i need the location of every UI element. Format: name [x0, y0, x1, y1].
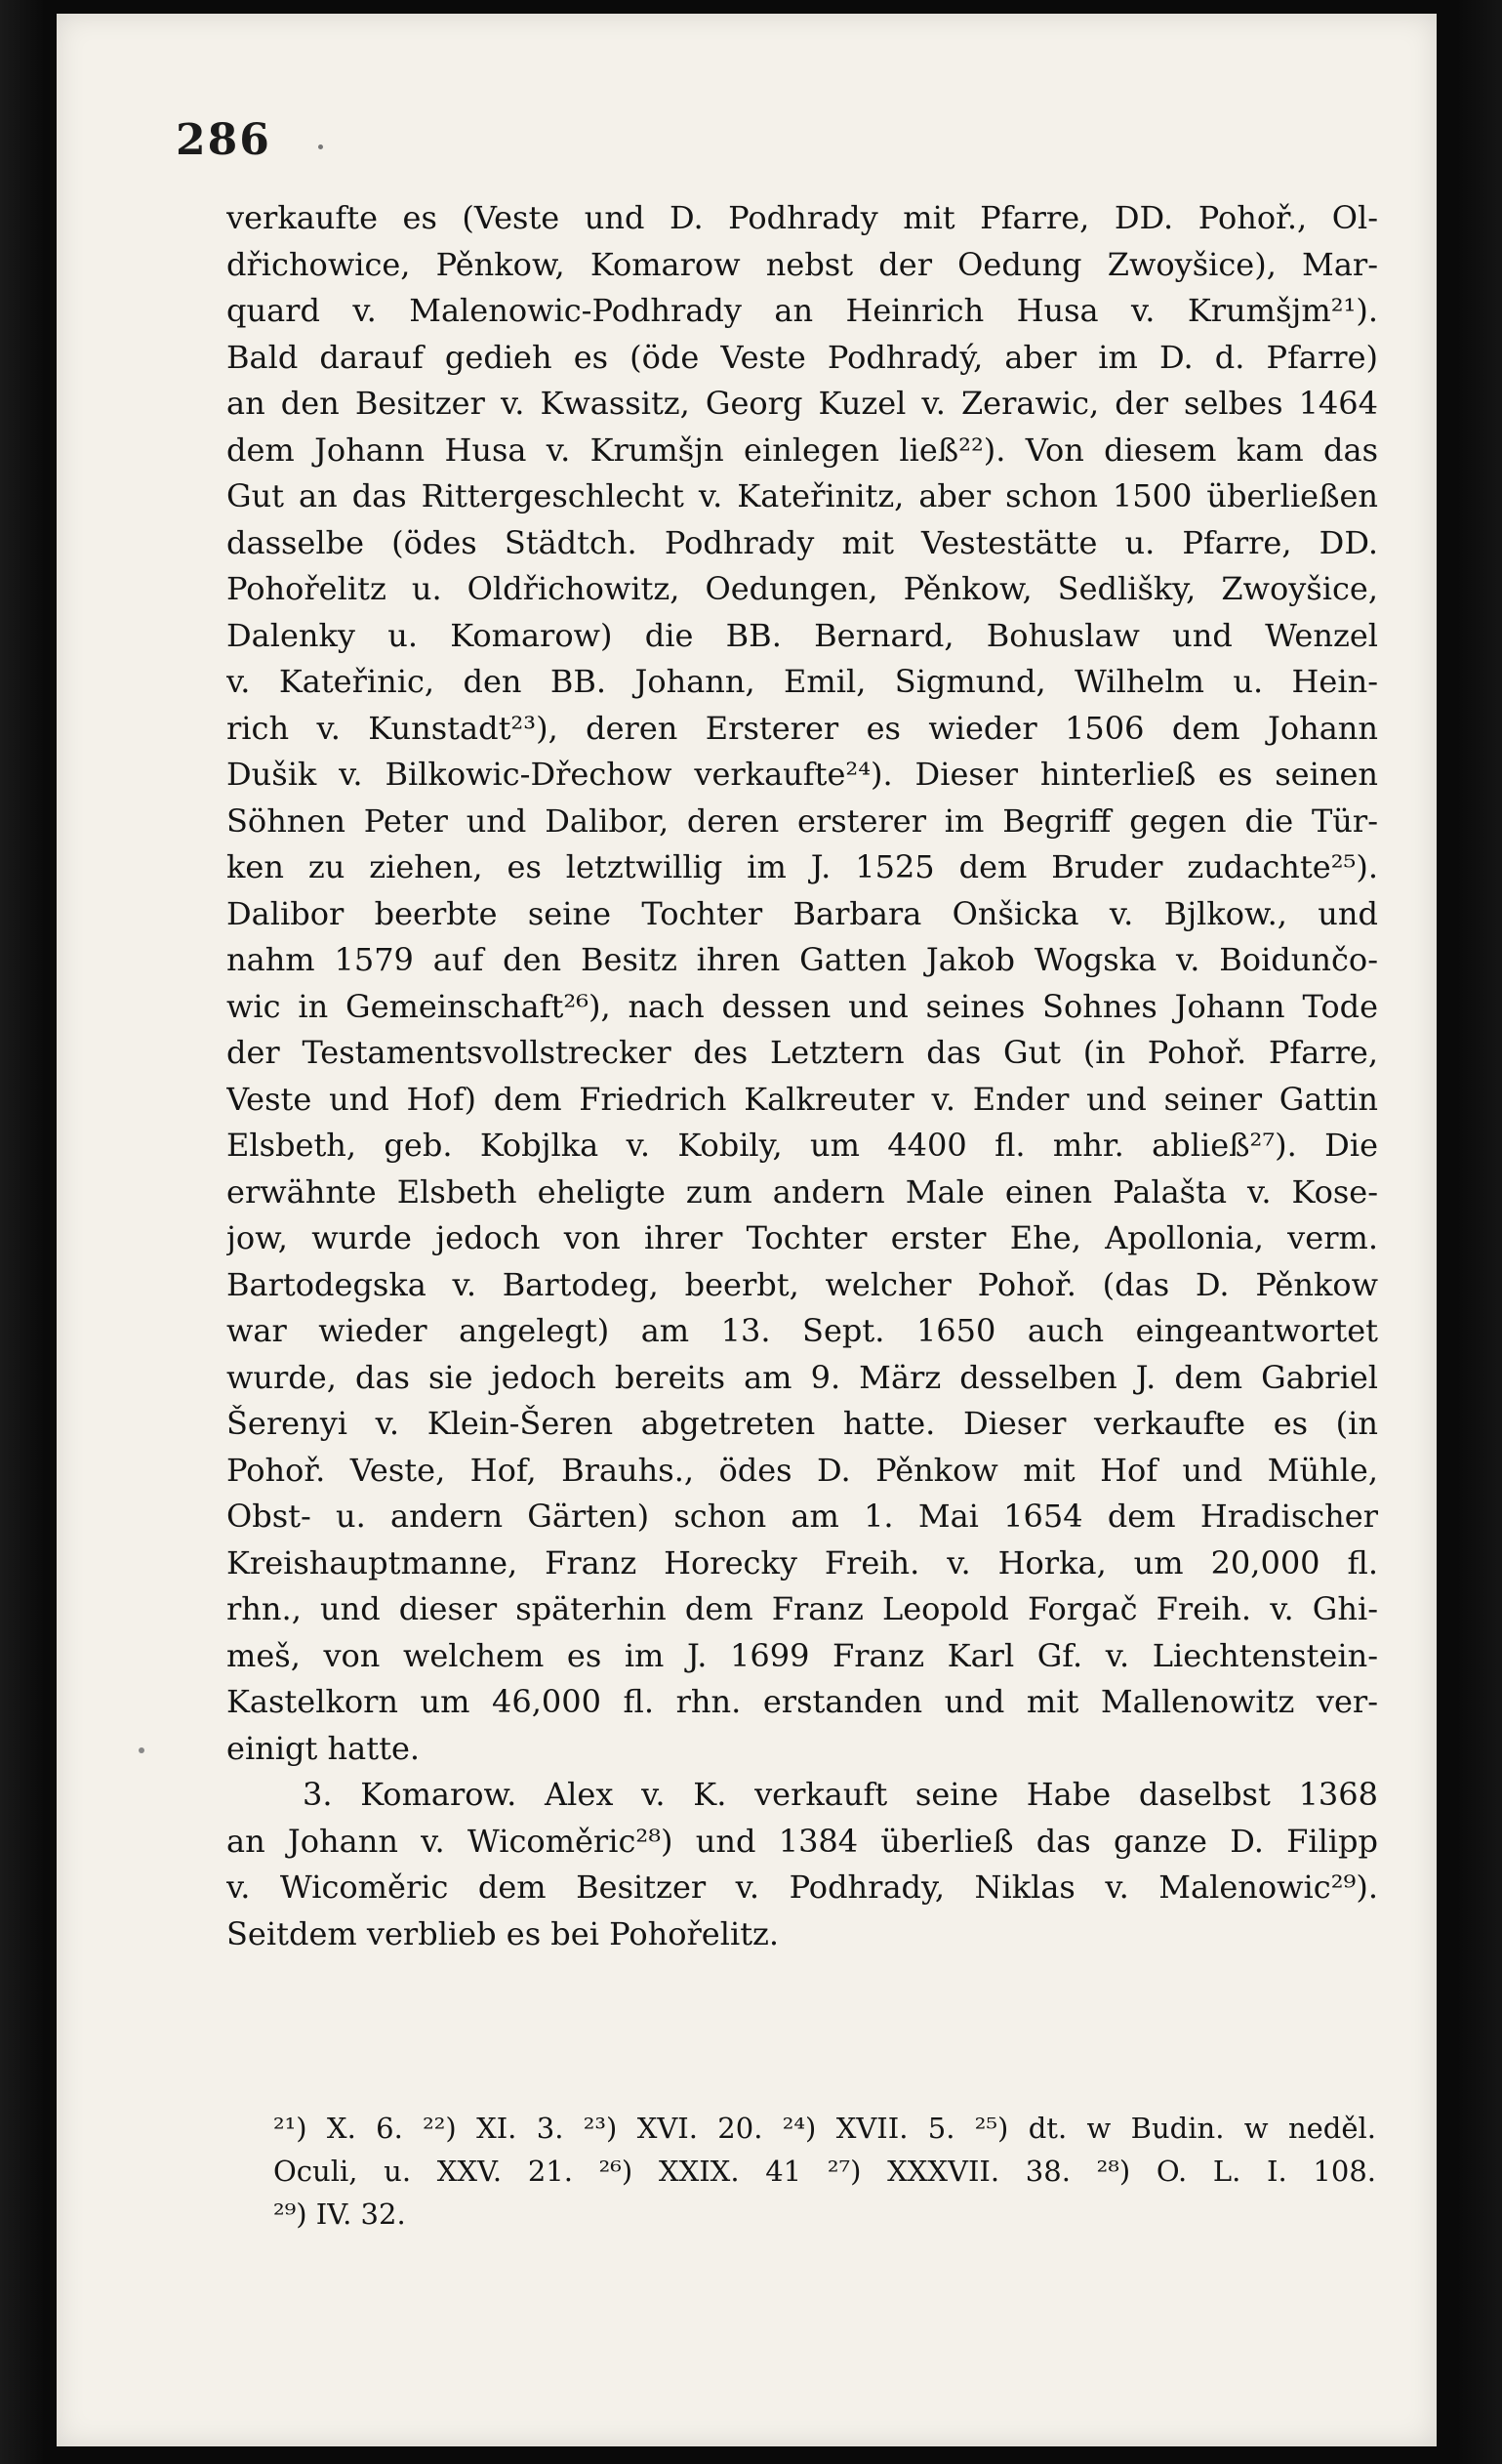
- text-line: Pohoř. Veste, Hof, Brauhs., ödes D. Pěnkow mit Hof und Mühle,: [226, 1451, 1378, 1489]
- text-line: rich v. Kunstadt²³), deren Ersterer es wieder 1506 dem Johann: [226, 709, 1378, 747]
- text-line: jow, wurde jedoch von ihrer Tochter erster Ehe, Apollonia, verm.: [226, 1219, 1378, 1256]
- text-line: war wieder angelegt) am 13. Sept. 1650 auch eingeantwortet: [226, 1312, 1378, 1349]
- text-line: Kastelkorn um 46,000 fl. rhn. erstanden und mit Mallenowitz ver-: [226, 1683, 1378, 1720]
- text-line: Elsbeth, geb. Kobjlka v. Kobily, um 4400 fl. mhr. abließ²⁷). Die: [226, 1127, 1378, 1164]
- text-line: einigt hatte.: [226, 1729, 421, 1767]
- text-line: dřichowice, Pěnkow, Komarow nebst der Oedung Zwoyšice), Mar-: [226, 245, 1378, 283]
- text-line: meš, von welchem es im J. 1699 Franz Karl Gf. v. Liechtenstein-: [226, 1636, 1378, 1674]
- text-line: dem Johann Husa v. Krumšjn einlegen ließ²²). Von diesem kam das: [226, 431, 1378, 469]
- body-text: [226, 195, 1378, 1957]
- text-line: Dušik v. Bilkowic-Dřechow verkaufte²⁴). Dieser hinterließ es seinen: [226, 756, 1378, 793]
- text-line: Pohořelitz u. Oldřichowitz, Oedungen, Pěnkow, Sedlišky, Zwoyšice,: [226, 570, 1378, 607]
- text-line: Kreishauptmanne, Franz Horecky Freih. v. Horka, um 20,000 fl.: [226, 1543, 1378, 1581]
- text-line: Söhnen Peter und Dalibor, deren ersterer im Begriff gegen die Tür-: [226, 801, 1378, 840]
- text-line: v. Kateřinic, den BB. Johann, Emil, Sigmund, Wilhelm u. Hein-: [226, 663, 1378, 700]
- page-number: 286: [176, 115, 271, 165]
- text-line: dasselbe (ödes Städtch. Podhrady mit Vestestätte u. Pfarre, DD.: [226, 523, 1378, 561]
- footnote-line: ²⁹) IV. 32.: [273, 2197, 406, 2231]
- text-line: Dalibor beerbte seine Tochter Barbara Onšicka v. Bjlkow., und: [226, 894, 1378, 932]
- text-line: Bartodegska v. Bartodeg, beerbt, welcher Pohoř. (das D. Pěnkow: [226, 1265, 1378, 1303]
- text-line: Seitdem verblieb es bei Pohořelitz.: [226, 1914, 780, 1952]
- text-line: erwähnte Elsbeth eheligte zum andern Male einen Palašta v. Kose-: [226, 1172, 1378, 1211]
- section-heading-line: 3. Komarow. Alex v. K. verkauft seine Habe daselbst 1368: [303, 1776, 1378, 1813]
- text-line: quard v. Malenowic-Podhrady an Heinrich Husa v. Krumšjm²¹).: [226, 292, 1378, 329]
- text-line: wic in Gemeinschaft²⁶), nach dessen und seines Sohnes Johann Tode: [226, 987, 1378, 1025]
- text-line: v. Wicoměric dem Besitzer v. Podhrady, Niklas v. Malenowic²⁹).: [226, 1869, 1378, 1906]
- text-line: Bald darauf gedieh es (öde Veste Podhradý, aber im D. d. Pfarre): [226, 338, 1378, 376]
- text-line: an Johann v. Wicoměric²⁸) und 1384 überließ das ganze D. Filipp: [226, 1822, 1378, 1860]
- text-line: Veste und Hof) dem Friedrich Kalkreuter v. Ender und seiner Gattin: [226, 1080, 1378, 1118]
- text-line: Dalenky u. Komarow) die BB. Bernard, Bohuslaw und Wenzel: [226, 616, 1378, 654]
- ink-speck: [139, 1747, 144, 1753]
- ink-speck: [318, 144, 323, 149]
- footnotes: [273, 2107, 1376, 2236]
- text-line: der Testamentsvollstrecker des Letztern das Gut (in Pohoř. Pfarre,: [226, 1034, 1378, 1071]
- text-line: nahm 1579 auf den Besitz ihren Gatten Jakob Wogska v. Boidunčo-: [226, 941, 1378, 978]
- text-line: Gut an das Rittergeschlecht v. Kateřinitz, aber schon 1500 überließen: [226, 477, 1378, 514]
- text-line: ken zu ziehen, es letztwillig im J. 1525 dem Bruder zudachte²⁵).: [226, 848, 1378, 885]
- text-line: an den Besitzer v. Kwassitz, Georg Kuzel v. Zerawic, der selbes 1464: [226, 385, 1378, 422]
- text-line: Šerenyi v. Klein-Šeren abgetreten hatte. Dieser verkaufte es (in: [226, 1405, 1378, 1442]
- text-line: Obst- u. andern Gärten) schon am 1. Mai 1654 dem Hradischer: [226, 1498, 1378, 1535]
- text-line: verkaufte es (Veste und D. Podhrady mit Pfarre, DD. Pohoř., Ol-: [226, 199, 1378, 236]
- footnote-line: Oculi, u. XXV. 21. ²⁶) XXIX. 41 ²⁷) XXXVII. 38. ²⁸) O. L. I. 108.: [273, 2155, 1376, 2188]
- footnote-line: ²¹) X. 6. ²²) XI. 3. ²³) XVI. 20. ²⁴) XVII. 5. ²⁵) dt. w Budin. w neděl.: [273, 2112, 1376, 2145]
- text-line: wurde, das sie jedoch bereits am 9. März desselben J. dem Gabriel: [226, 1358, 1378, 1396]
- text-line: rhn., und dieser späterhin dem Franz Leopold Forgač Freih. v. Ghi-: [226, 1590, 1378, 1627]
